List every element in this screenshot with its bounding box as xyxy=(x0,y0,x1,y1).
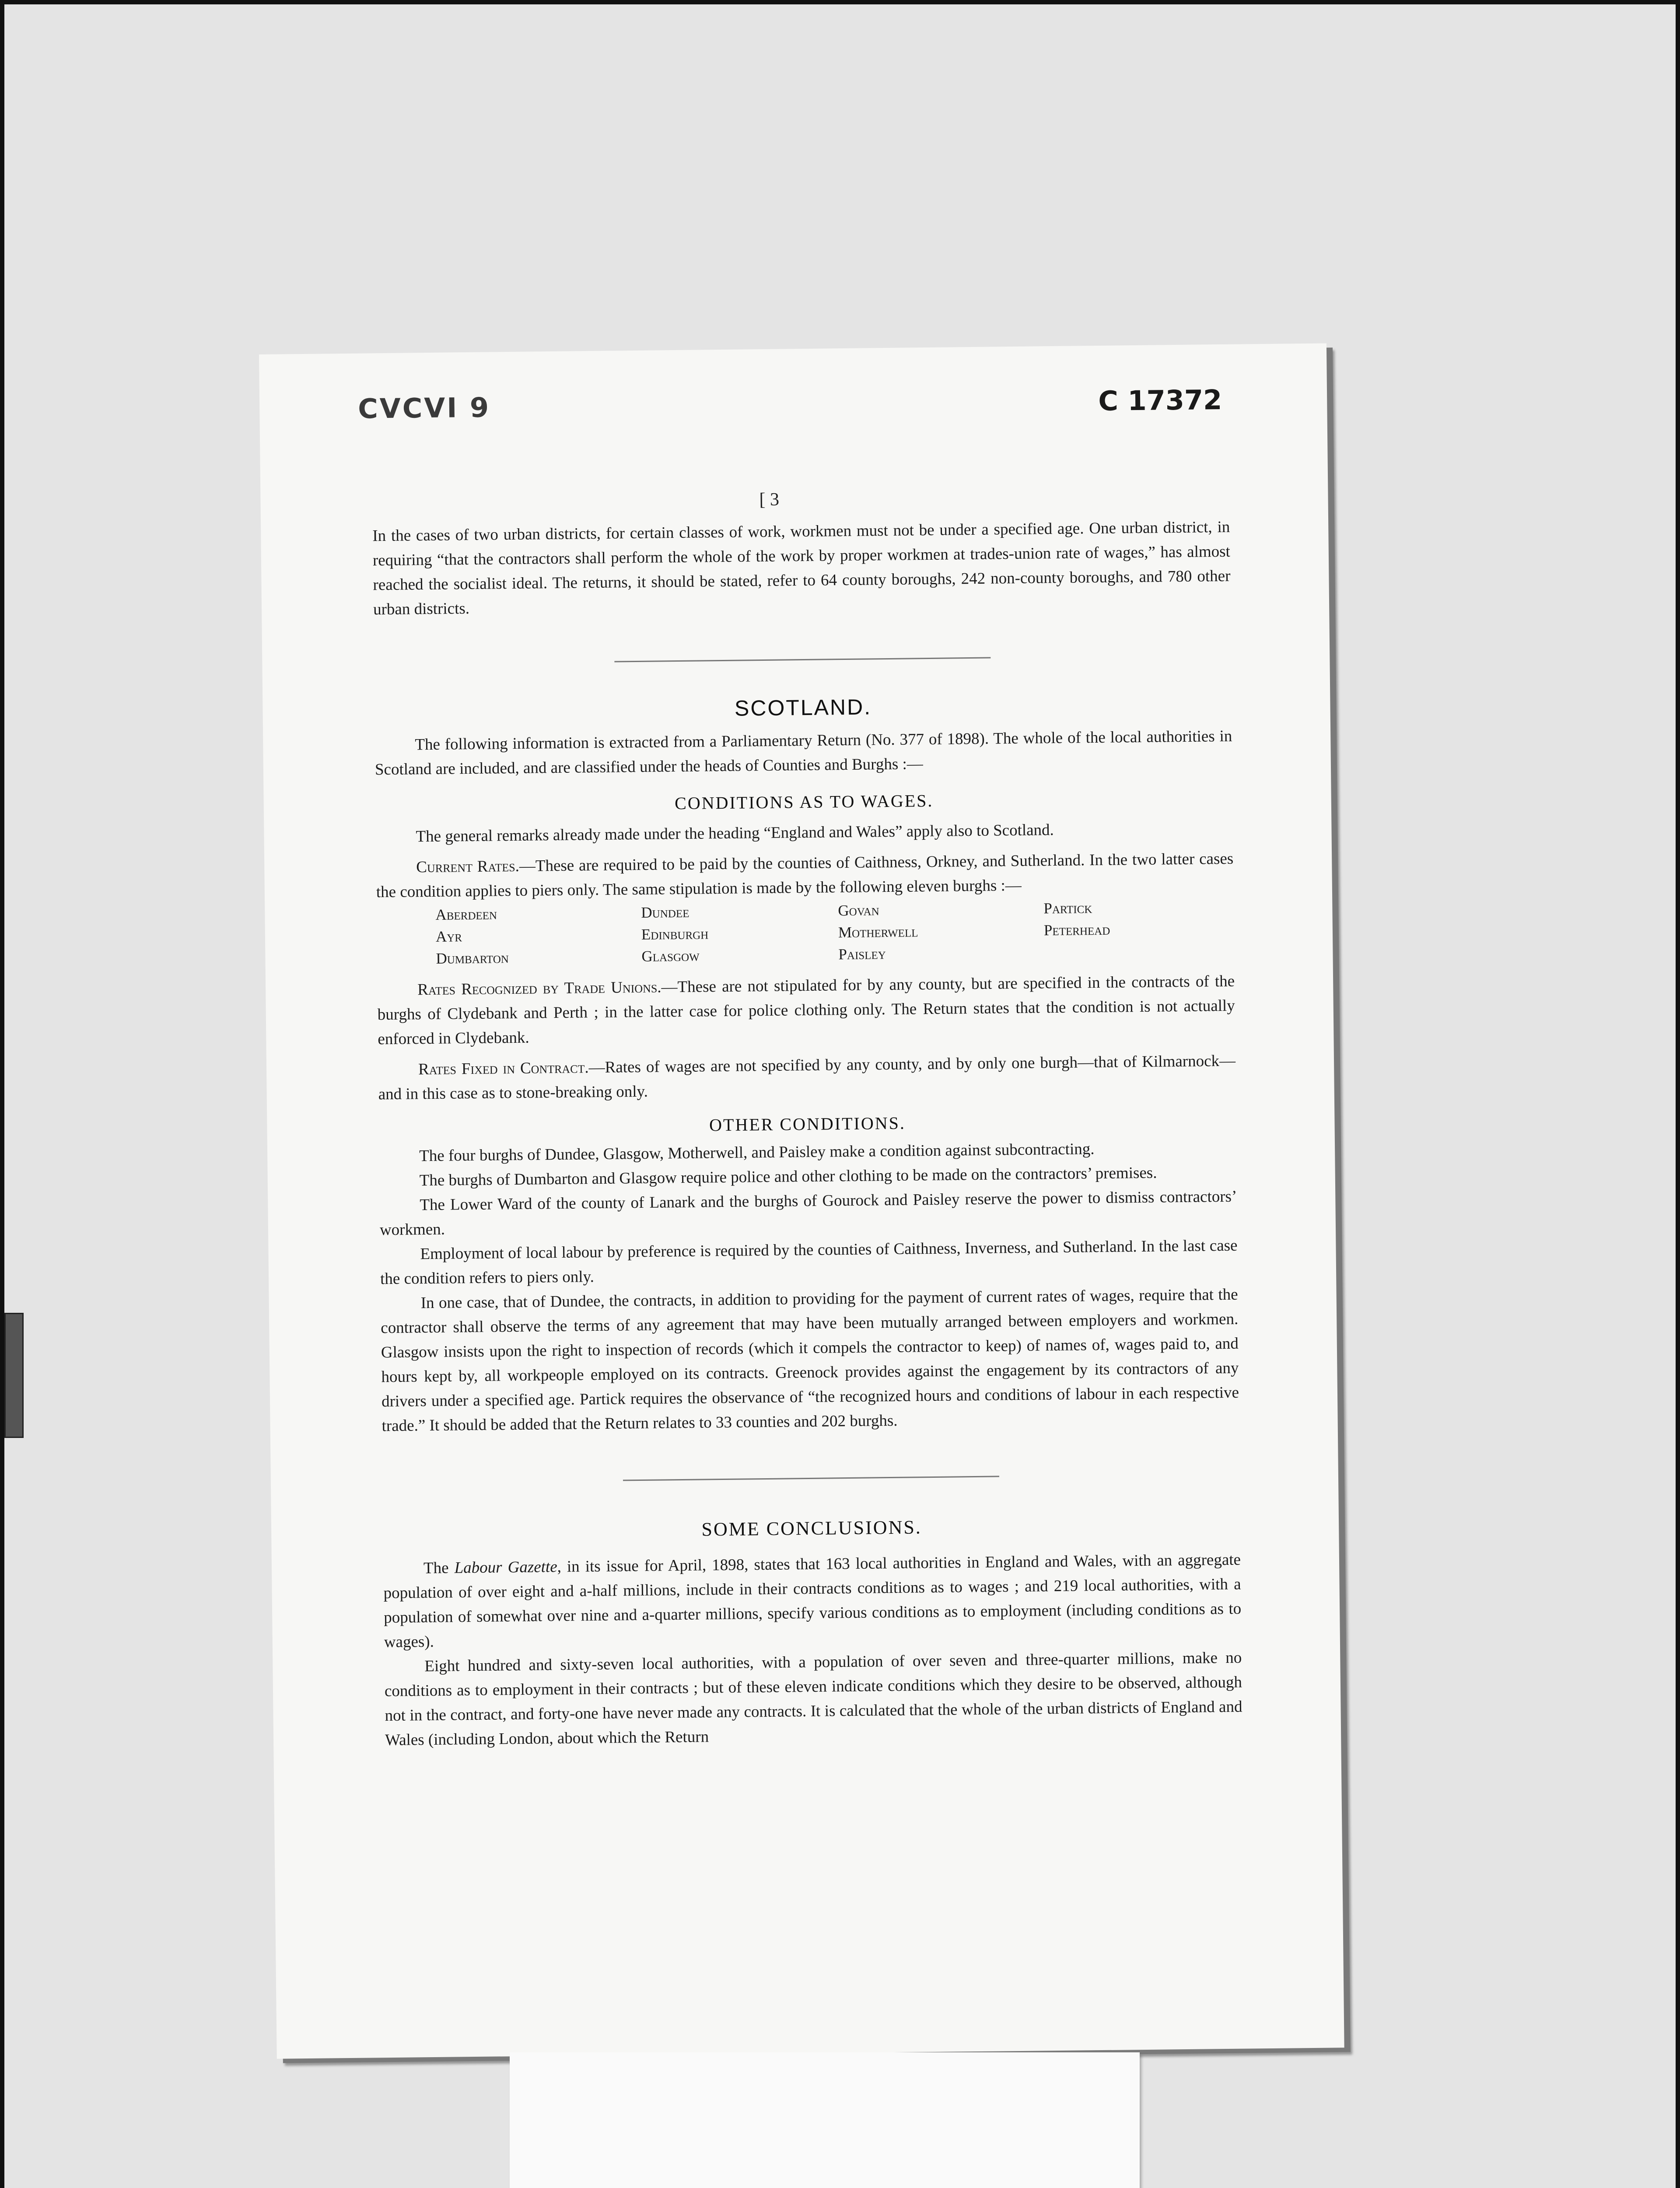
page-content xyxy=(372,515,1242,1753)
burghs-list xyxy=(435,896,1234,970)
divider xyxy=(623,1476,999,1481)
fixed-rates-paragraph xyxy=(378,1049,1236,1107)
list-item: Aberdeen xyxy=(435,905,497,923)
trade-unions-label: Rates Recognized by Trade Unions. xyxy=(417,978,662,999)
divider xyxy=(614,657,990,663)
list-item: Dumbarton xyxy=(436,949,509,967)
conclusions-lead: The xyxy=(423,1559,455,1578)
wages-heading: CONDITIONS AS TO WAGES. xyxy=(674,790,934,813)
list-item: Dundee xyxy=(641,903,690,921)
binder-clip xyxy=(4,1313,24,1438)
fixed-rates-text: —Rates of wages are not specified by any county, and by only one burgh—that of Kilmarnock—and in this case as to stone-breaking only. xyxy=(378,1052,1236,1104)
trade-unions-paragraph xyxy=(377,969,1236,1052)
list-item: Partick xyxy=(1043,899,1092,917)
page-number: [ 3 xyxy=(759,489,780,510)
film-border-left xyxy=(0,0,4,2188)
conclusions-heading: SOME CONCLUSIONS. xyxy=(701,1516,922,1540)
other-paragraph: The four burghs of Dundee, Glasgow, Motherwell, and Paisley make a condition against subcontracting. xyxy=(419,1140,1095,1165)
film-border-right xyxy=(1676,0,1680,2188)
list-item: Paisley xyxy=(838,945,886,963)
current-rates-label: Current Rates. xyxy=(416,857,520,877)
other-paragraph: The Lower Ward of the county of Lanark and the burghs of Gourock and Paisley reserve the power to dismiss contractors’ workmen. xyxy=(379,1187,1237,1239)
list-item: Govan xyxy=(838,901,879,919)
general-remarks: The general remarks already made under the heading “England and Wales” apply also to Scotland. xyxy=(416,821,1054,846)
current-rates-paragraph xyxy=(376,847,1234,905)
list-item: Edinburgh xyxy=(641,925,709,943)
labour-gazette-title: Labour Gazette xyxy=(454,1558,557,1577)
current-rates-text: —These are required to be paid by the counties of Caithness, Orkney, and Sutherland. In the two latter cases the condition applies to piers only. The same stipulation is made by the following eleven burghs :— xyxy=(376,849,1234,901)
list-item xyxy=(1044,940,1219,963)
list-item: Ayr xyxy=(435,928,462,945)
scotland-intro: The following information is extracted from a Parliamentary Return (No. 377 of 1898). The whole of the local authorities in Scotland are included, and are classified under the heads of Counties and Burghs :— xyxy=(374,727,1232,779)
collection-label xyxy=(510,2052,1140,2188)
conclusions-rest: , in its issue for April, 1898, states that 163 local authorities in England and Wales, with an aggregate population of over eight and a-half millions, include in their contracts conditions as to wages ; and 219 local authorities, with a population of somewhat over nine and a-quarter millions, specify various conditions as to employment (including conditions as to wages). xyxy=(383,1550,1242,1652)
conclusions-paragraph-2: Eight hundred and sixty-seven local authorities, with a population of over seven and three-quarter millions, make no conditions as to employment in their contracts ; but of these eleven indicate conditions which they desire to be observed, although not in the contract, and forty-one have never made any contracts. It is calculated that the whole of the urban districts of England and Wales (including London, about which the Return xyxy=(384,1648,1242,1750)
conclusions-paragraph xyxy=(383,1548,1242,1655)
list-item: Glasgow xyxy=(641,947,700,965)
document-page xyxy=(259,343,1344,2058)
fixed-rates-label: Rates Fixed in Contract. xyxy=(418,1059,589,1079)
list-item: Motherwell xyxy=(838,923,918,941)
film-border-top xyxy=(0,0,1680,4)
stamp-right: C 17372 xyxy=(1098,383,1222,417)
trade-unions-text: —These are not stipulated for by any county, but are specified in the contracts of the burghs of Clydebank and Perth ; in the latter case for police clothing only. The Return states that the condition is not actually enforced in Clydebank. xyxy=(377,972,1235,1048)
scotland-heading: SCOTLAND. xyxy=(734,694,872,721)
intro-paragraph: In the cases of two urban districts, for certain classes of work, workmen must not be under a specified age. One urban district, in requiring “that the contractors shall perform the whole of the work by proper workmen at trades-union rate of wages,” has almost reached the socialist ideal. The returns, it should be stated, refer to 64 county boroughs, 242 non-county boroughs, and 780 other urban districts. xyxy=(372,518,1231,619)
other-paragraph: The burghs of Dumbarton and Glasgow require police and other clothing to be made on the contractors’ premises. xyxy=(419,1164,1157,1190)
list-item: Peterhead xyxy=(1043,921,1110,939)
other-paragraph: In one case, that of Dundee, the contracts, in addition to providing for the payment of current rates of wages, require that the contractor shall observe the terms of any agreement that may have been mutually arranged between employers and workmen. Glasgow insists upon the right to inspection of records (which it compels the contractor to keep) of names of, wages paid to, and hours kept by, all workpeople employed on its contracts. Greenock provides against the engagement by its contractors of any drivers under a specified age. Partick requires the observance of “the recognized hours and conditions of labour in each respective trade.” It should be added that the Return relates to 33 counties and 202 burghs. xyxy=(381,1285,1239,1435)
stamp-left: CVCVI 9 xyxy=(357,391,491,425)
other-paragraph: Employment of local labour by preference is required by the counties of Caithness, Inverness, and Sutherland. In the last case the condition refers to piers only. xyxy=(380,1236,1238,1288)
other-conditions-heading: OTHER CONDITIONS. xyxy=(709,1113,906,1135)
